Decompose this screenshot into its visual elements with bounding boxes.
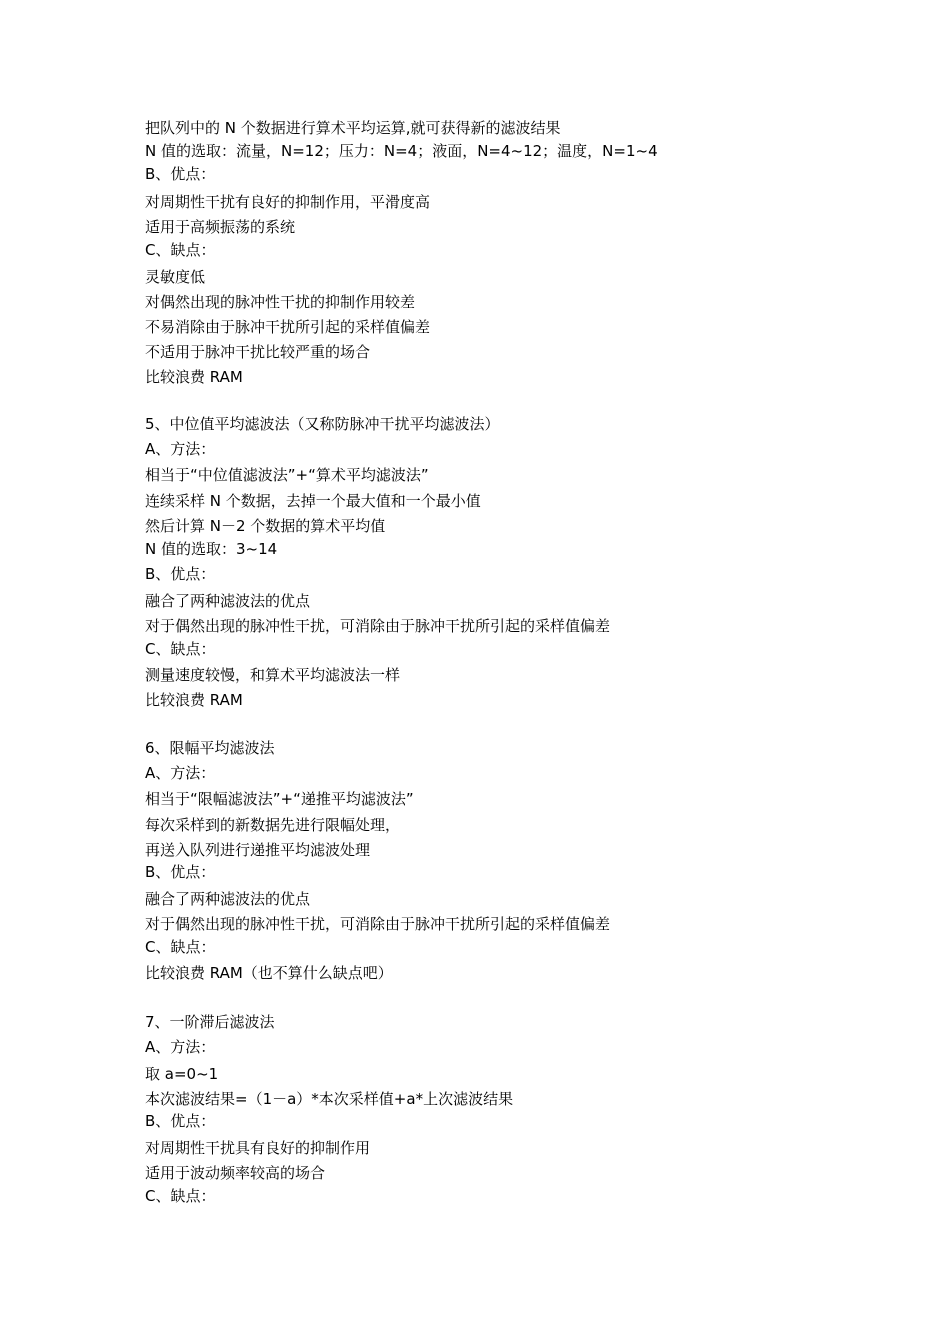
text-line: 不易消除由于脉冲干扰所引起的采样值偏差 xyxy=(145,318,431,336)
text-line: 取 a=0~1 xyxy=(145,1065,219,1083)
text-line: 然后计算 N－2 个数据的算术平均值 xyxy=(145,517,386,535)
text-line: A、方法： xyxy=(145,440,216,458)
text-line: 不适用于脉冲干扰比较严重的场合 xyxy=(145,343,371,361)
text-line: 灵敏度低 xyxy=(145,268,206,286)
text-line: 本次滤波结果=（1－a）*本次采样值+a*上次滤波结果 xyxy=(145,1090,514,1108)
text-line: B、优点： xyxy=(145,863,216,881)
section-heading: 5、中位值平均滤波法（又称防脉冲干扰平均滤波法） xyxy=(145,415,500,433)
text-line: 测量速度较慢，和算术平均滤波法一样 xyxy=(145,666,401,684)
text-line: 对偶然出现的脉冲性干扰的抑制作用较差 xyxy=(145,293,416,311)
text-line: 把队列中的 N 个数据进行算术平均运算,就可获得新的滤波结果 xyxy=(145,119,561,137)
text-line: 融合了两种滤波法的优点 xyxy=(145,592,311,610)
text-line: 对周期性干扰具有良好的抑制作用 xyxy=(145,1139,371,1157)
text-line: A、方法： xyxy=(145,764,216,782)
text-line: 对周期性干扰有良好的抑制作用，平滑度高 xyxy=(145,193,431,211)
text-line: N 值的选取：3~14 xyxy=(145,540,278,558)
text-line: 相当于“限幅滤波法”+“递推平均滤波法” xyxy=(145,790,414,808)
text-line: B、优点： xyxy=(145,1112,216,1130)
section-heading: 7、一阶滞后滤波法 xyxy=(145,1013,275,1031)
text-line: 对于偶然出现的脉冲性干扰，可消除由于脉冲干扰所引起的采样值偏差 xyxy=(145,915,611,933)
text-line: 每次采样到的新数据先进行限幅处理， xyxy=(145,816,401,834)
text-line: N 值的选取：流量，N=12；压力：N=4；液面，N=4~12；温度，N=1~4 xyxy=(145,142,658,160)
text-line: C、缺点： xyxy=(145,640,216,658)
text-line: 连续采样 N 个数据，去掉一个最大值和一个最小值 xyxy=(145,492,481,510)
text-line: 比较浪费 RAM xyxy=(145,691,243,709)
text-line: B、优点： xyxy=(145,165,216,183)
text-line: A、方法： xyxy=(145,1038,216,1056)
text-line: 比较浪费 RAM xyxy=(145,368,243,386)
text-line: 适用于波动频率较高的场合 xyxy=(145,1164,326,1182)
text-line: C、缺点： xyxy=(145,938,216,956)
text-line: C、缺点： xyxy=(145,241,216,259)
text-line: 相当于“中位值滤波法”+“算术平均滤波法” xyxy=(145,466,429,484)
text-line: 对于偶然出现的脉冲性干扰，可消除由于脉冲干扰所引起的采样值偏差 xyxy=(145,617,611,635)
text-line: 再送入队列进行递推平均滤波处理 xyxy=(145,841,371,859)
text-line: B、优点： xyxy=(145,565,216,583)
section-heading: 6、限幅平均滤波法 xyxy=(145,739,275,757)
text-line: 融合了两种滤波法的优点 xyxy=(145,890,311,908)
text-line: 比较浪费 RAM（也不算什么缺点吧） xyxy=(145,964,393,982)
text-line: 适用于高频振荡的系统 xyxy=(145,218,296,236)
text-line: C、缺点： xyxy=(145,1187,216,1205)
